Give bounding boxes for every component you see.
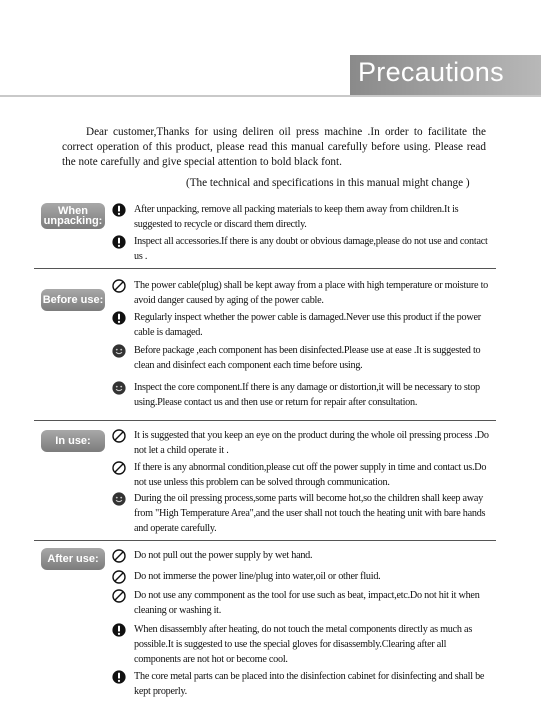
prohibited-icon <box>112 589 126 603</box>
list-item <box>112 669 492 699</box>
list-item <box>112 202 492 232</box>
list-item <box>112 428 492 458</box>
list-item <box>112 278 492 308</box>
item-text: When disassembly after heating, do not touch the metal components directly as much as possible.It is suggested to use the special gloves for disassembly.Clearing after all components are not hot or become cool. <box>134 624 473 665</box>
item-text: During the oil pressing process,some parts will become hot,so the children shall keep away from "High Temperature Area",and the user shall not touch the heating unit with bare hands and operate carefully. <box>134 493 486 534</box>
item-text: Do not pull out the power supply by wet hand. <box>134 550 313 561</box>
prohibited-icon <box>112 461 126 475</box>
exclamation-icon <box>112 235 126 249</box>
list-item <box>112 310 492 340</box>
item-text: Regularly inspect whether the power cable is damaged.Never use this product if the power cable is damaged. <box>134 312 481 338</box>
prohibited-icon <box>112 279 126 293</box>
list-item <box>112 460 492 490</box>
list-item <box>112 343 492 373</box>
prohibited-icon <box>112 549 126 563</box>
item-text: Do not immerse the power line/plug into water,oil or other fluid. <box>134 571 381 582</box>
item-text: Before package ,each component has been disinfected.Please use at ease .It is suggested to clean and disinfect each component each time before using. <box>134 345 481 371</box>
prohibited-icon <box>112 429 126 443</box>
list-item <box>112 491 492 536</box>
list-item <box>112 380 492 410</box>
exclamation-icon <box>112 623 126 637</box>
page-title: Precautions <box>358 57 504 87</box>
item-text: If there is any abnormal condition,please cut off the power supply in time and contact us.Do not use unless this problem can be solved through communication. <box>134 462 487 488</box>
item-text: It is suggested that you keep an eye on the product during the whole oil pressing process .Do not let a child operate it . <box>134 430 489 456</box>
section-label-before-use: Before use: <box>41 289 105 311</box>
smiley-icon <box>112 492 126 506</box>
list-item <box>112 548 492 563</box>
intro-paragraph: Dear customer,Thanks for using deliren oil press machine .In order to facilitate the correct operation of this product, please read this manual carefully before using. Please read the note carefully and give special attention to bold black font. <box>62 126 486 168</box>
item-text: After unpacking, remove all packing materials to keep them away from children.It is suggested to recycle or discard them directly. <box>134 204 459 230</box>
section-divider <box>34 540 496 541</box>
item-text: The core metal parts can be placed into the disinfection cabinet for disinfecting and shall be kept properly. <box>134 671 485 697</box>
section-label-after-use: After use: <box>41 548 105 570</box>
item-text: Inspect all accessories.If there is any doubt or obvious damage,please do not use and contact us . <box>134 236 488 262</box>
exclamation-icon <box>112 670 126 684</box>
spec-change-note: (The technical and specifications in this manual might change ) <box>186 177 470 189</box>
prohibited-icon <box>112 570 126 584</box>
list-item <box>112 234 492 264</box>
exclamation-icon <box>112 311 126 325</box>
list-item <box>112 569 492 584</box>
exclamation-icon <box>112 203 126 217</box>
smiley-icon <box>112 381 126 395</box>
section-divider <box>34 420 496 421</box>
item-text: Inspect the core component.If there is any damage or distortion,it will be necessary to stop using.Please contact us and then use or return for repair after consultation. <box>134 382 480 408</box>
item-text: Do not use any commponent as the tool for use such as beat, impact,etc.Do not hit it when cleaning or washing it. <box>134 590 480 616</box>
list-item <box>112 622 492 667</box>
item-text: The power cable(plug) shall be kept away from a place with high temperature or moisture to avoid danger caused by aging of the power cable. <box>134 280 489 306</box>
page-header <box>0 0 541 96</box>
intro-text <box>62 125 486 170</box>
list-item <box>112 588 492 618</box>
smiley-icon <box>112 344 126 358</box>
section-divider <box>34 268 496 269</box>
section-label-in-use: In use: <box>41 430 105 452</box>
header-divider <box>0 95 541 97</box>
section-label-unpacking: When unpacking: <box>41 203 105 229</box>
